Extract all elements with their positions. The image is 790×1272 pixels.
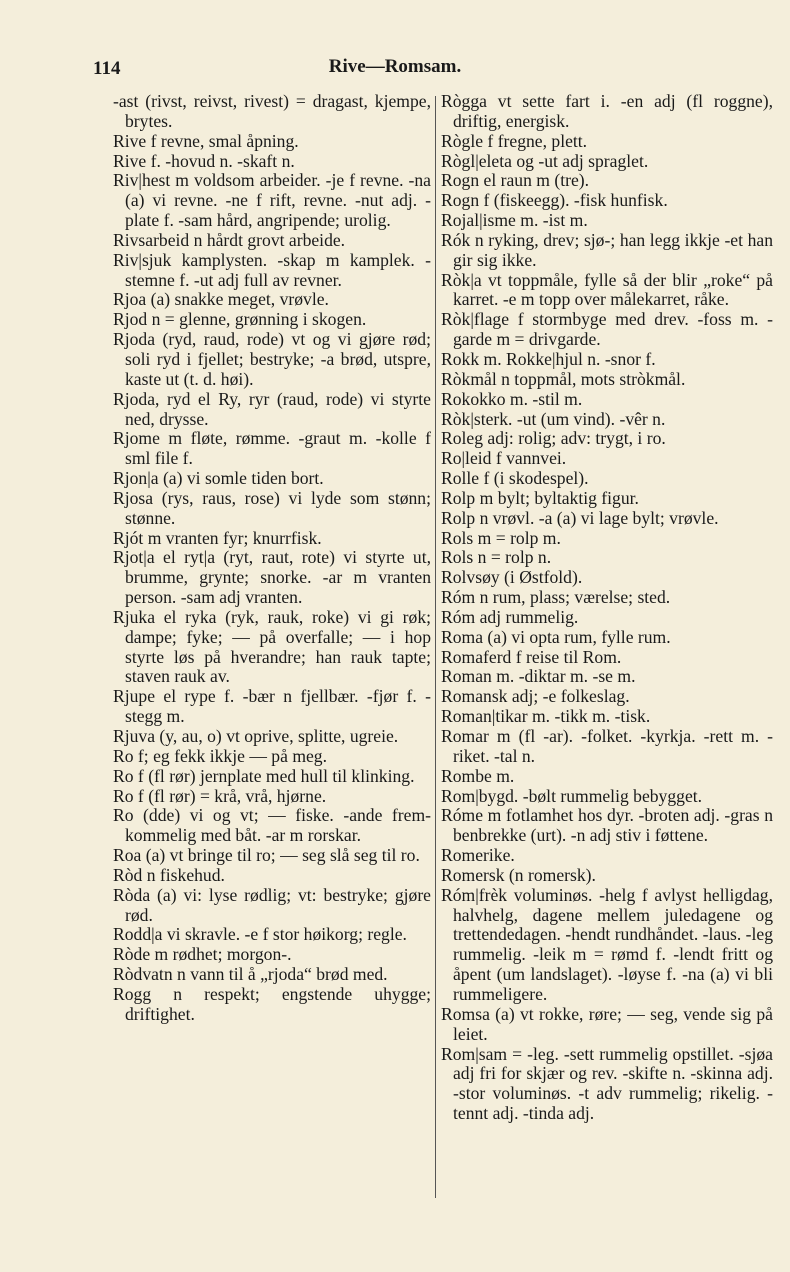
dictionary-entry: Ro f (fl rør) jernplate med hull til klinking.: [113, 765, 415, 786]
column-divider: [435, 96, 436, 1198]
dictionary-entry: Rògga vt sette fart i. -en adj (fl roggne), driftig, energisk.: [441, 91, 773, 131]
dictionary-entry: Roma (a) vi opta rum, fylle rum.: [441, 626, 671, 647]
dictionary-entry: Rolp m bylt; byltaktig figur.: [441, 487, 639, 508]
dictionary-entry: Rivsarbeid n hårdt grovt arbeide.: [113, 229, 346, 250]
dictionary-entry: Rjoda (ryd, raud, rode) vt og vi gjøre rød; soli ryd i fjellet; bestryke; -a brød, utspre, kaste ut (t. d. høi).: [113, 329, 431, 389]
dictionary-entry: Rolvsøy (i Østfold).: [441, 567, 583, 588]
dictionary-entry: Rolle f (i skodespel).: [441, 468, 589, 489]
dictionary-entry: Rogn el raun m (tre).: [441, 170, 590, 191]
dictionary-entry: Rogg n respekt; engstende uhygge; driftighet.: [113, 983, 431, 1024]
dictionary-entry: Ròde m rødhet; morgon-.: [113, 944, 292, 965]
dictionary-entry: Ròdvatn n vann til å „rjoda“ brød med.: [113, 964, 388, 985]
dictionary-entry: Rojal|isme m. -ist m.: [441, 210, 588, 231]
dictionary-entry: Roman m. -diktar m. -se m.: [441, 666, 636, 687]
dictionary-entry: Rjon|a (a) vi somle tiden bort.: [113, 468, 324, 489]
dictionary-entry: Rjome m fløte, rømme. -graut m. -kolle f sml file f.: [113, 428, 431, 469]
dictionary-entry: Rolp n vrøvl. -a (a) vi lage bylt; vrøvle.: [441, 507, 719, 528]
dictionary-entry: Ròd n fiskehud.: [113, 864, 225, 885]
running-head: Rive—Romsam.: [328, 56, 462, 77]
dictionary-entry: Romar m (fl -ar). -folket. -kyrkja. -rett m. -riket. -tal n.: [441, 726, 773, 766]
dictionary-entry: Ro f (fl rør) = krå, vrå, hjørne.: [113, 785, 327, 806]
dictionary-entry: Ro (dde) vi og vt; — fiske. -ande fremkommelig med båt. -ar m rorskar.: [113, 805, 431, 846]
dictionary-entry: Rols n = rolp n.: [441, 547, 552, 568]
dictionary-entry: Rògl|eleta og -ut adj spraglet.: [441, 150, 649, 171]
dictionary-entry: Rjoa (a) snakke meget, vrøvle.: [113, 289, 329, 310]
dictionary-entry: Riv|hest m voldsom arbeider. -je f revne. -na (a) vi revne. -ne f rift, revne. -nut adj. -plate f. -sam hård, angripende; urolig.: [113, 170, 431, 231]
dictionary-entry: Ròk|flage f stormbyge med drev. -foss m. -garde m = drivgarde.: [441, 309, 773, 350]
right-column: [441, 92, 773, 1124]
dictionary-entry: Rók n ryking, drev; sjø-; han legg ikkje -et han gir sig ikke.: [441, 229, 773, 270]
dictionary-entry: Rjót m vranten fyr; knurrfisk.: [113, 527, 322, 548]
dictionary-entry: Roleg adj: rolig; adv: trygt, i ro.: [441, 428, 666, 449]
dictionary-entry: Rjuka el ryka (ryk, rauk, roke) vi gi røk; dampe; fyke; — på overfalle; — i hop styrte løs på hverandre; han rauk tapte; staven rauk av.: [113, 606, 431, 687]
dictionary-entry: Ròk|sterk. -ut (um vind). -vêr n.: [441, 408, 666, 429]
dictionary-entry: Rokk m. Rokke|hjul n. -snor f.: [441, 348, 656, 369]
dictionary-entry: Ròkmål n toppmål, mots stròkmål.: [441, 368, 686, 389]
dictionary-entry: Rjosa (rys, raus, rose) vi lyde som stønn; stønne.: [113, 487, 431, 528]
dictionary-entry: Rokokko m. -stil m.: [441, 388, 583, 409]
dictionary-entry: Romersk (n romersk).: [441, 864, 596, 885]
dictionary-entry: Rom|sam = -leg. -sett rummelig opstillet. -sjøa adj fri for skjær og rev. -skifte n. -skinna adj. -stor voluminøs. -t adv rummelig; rikelig. -tennt adj. -tinda adj.: [441, 1043, 773, 1124]
dictionary-entry: Ròda (a) vi: lyse rødlig; vt: bestryke; gjøre rød.: [113, 884, 431, 925]
dictionary-entry: Ro|leid f vannvei.: [441, 448, 567, 469]
dictionary-entry: Rjoda, ryd el Ry, ryr (raud, rode) vi styrte ned, drysse.: [113, 388, 431, 429]
dictionary-entry: Roman|tikar m. -tikk m. -tisk.: [441, 706, 651, 727]
dictionary-entry: Rjuva (y, au, o) vt oprive, splitte, ugreie.: [113, 726, 399, 746]
dictionary-entry: Rive f. -hovud n. -skaft n.: [113, 150, 295, 171]
dictionary-entry: Romerike.: [441, 845, 515, 866]
dictionary-entry: Róm n rum, plass; værelse; sted.: [441, 587, 671, 608]
dictionary-entry: Róm adj rummelig.: [441, 606, 579, 627]
dictionary-entry: Róme m fotlamhet hos dyr. -broten adj. -gras n benbrekke (urt). -n adj stiv i føttene.: [441, 805, 773, 846]
dictionary-entry: Rom|bygd. -bølt rummelig bebygget.: [441, 785, 703, 806]
dictionary-entry: Rombe m.: [441, 765, 515, 786]
left-column: [113, 92, 431, 1025]
dictionary-entry: Rjot|a el ryt|a (ryt, raut, rote) vi styrte ut, brumme, grynte; snorke. -ar m vranten person. -sam adj vranten.: [113, 547, 431, 608]
dictionary-entry: Rjod n = glenne, grønning i skogen.: [113, 309, 367, 330]
dictionary-entry: Rjupe el rype f. -bær n fjellbær. -fjør f. -stegg m.: [113, 686, 431, 727]
dictionary-entry: Riv|sjuk kamplysten. -skap m kamplek. -stemne f. -ut adj full av revner.: [113, 249, 431, 290]
dictionary-entry: Ro f; eg fekk ikkje — på meg.: [113, 745, 328, 766]
dictionary-entry: Rògle f fregne, plett.: [441, 130, 588, 151]
dictionary-entry: -ast (rivst, reivst, rivest) = dragast, kjempe, brytes.: [113, 91, 431, 131]
dictionary-entry: Rogn f (fiskeegg). -fisk hunfisk.: [441, 190, 668, 211]
dictionary-entry: Roa (a) vt bringe til ro; — seg slå seg til ro.: [113, 845, 420, 866]
page-number: 114: [93, 58, 121, 79]
dictionary-entry: Rodd|a vi skravle. -e f stor høikorg; regle.: [113, 924, 407, 945]
dictionary-entry: Romsa (a) vt rokke, røre; — seg, vende sig på leiet.: [441, 1003, 773, 1044]
dictionary-entry: Romansk adj; -e folkeslag.: [441, 686, 630, 707]
dictionary-entry: Romaferd f reise til Rom.: [441, 646, 622, 667]
dictionary-entry: Ròk|a vt toppmåle, fylle så der blir „roke“ på karret. -e m topp over målekarret, råke.: [441, 269, 773, 310]
dictionary-entry: Rols m = rolp m.: [441, 527, 561, 548]
dictionary-entry: Rive f revne, smal åpning.: [113, 130, 299, 151]
dictionary-entry: Róm|frèk voluminøs. -helg f avlyst helligdag, halvhelg, dagene mellem juledagene og trettendedagen. -hendt rundhåndet. -laus. -leg rummelig. -leik m = rømd f. -lendt fritt og åpent (um landslaget). -løyse f. -na (a) vi bli rummeligere.: [441, 884, 773, 1004]
